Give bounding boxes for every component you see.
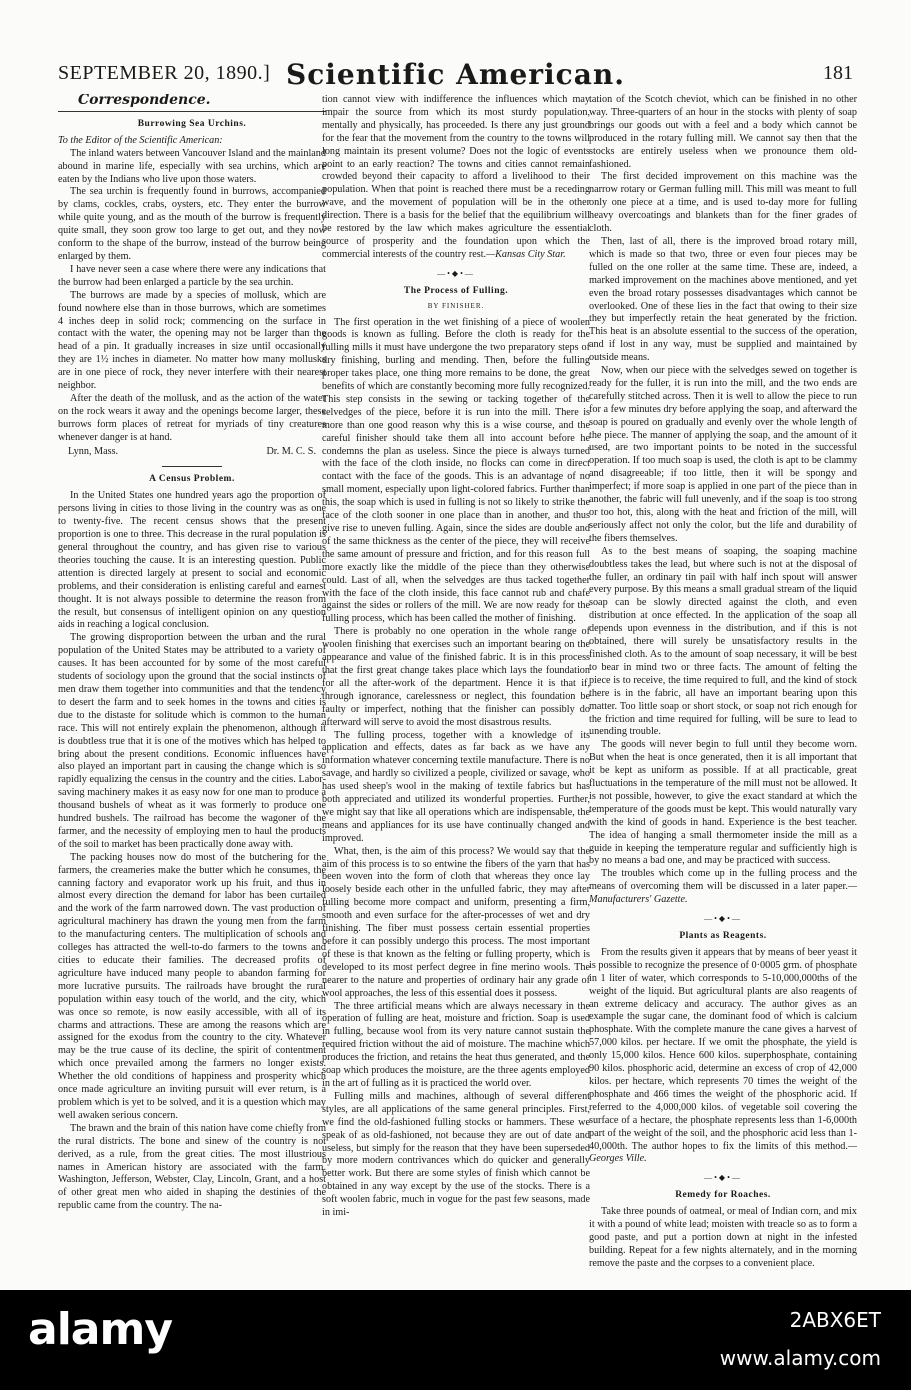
paragraph: The first decided improvement on this machine was the narrow rotary or German fulling mill. This mill was meant to full only one piece at a time, and is used to-day more for fulling heavy overcoatings and blankets than for the finer grades of cloth.: [589, 171, 857, 235]
ornament-divider: —•◆•—: [704, 914, 742, 924]
paragraph: tation of the Scotch cheviot, which can be finished in no other way. Three-quarters of an hour in the stocks with plenty of soap brings our goods out with a feel and a body which cannot be produced in the rotary fulling mill. We cannot say then that the stocks are entirely useless when we pronounce them old-fashioned.: [589, 94, 857, 170]
paragraph-text: The troubles which come up in the fulling process and the means of overcoming them will be discussed in a later paper.: [589, 868, 857, 893]
paragraph: As to the best means of soaping, the soaping machine doubtless takes the lead, but where such is not at the disposal of the fuller, an ordinary tin pail with half inch spout will answer every purpose. By this means a small gradual stream of the liquid soap can be slowly directed against the cloth, and even distribution at once effected. In the application of the soap all depends upon evenness in the distribution, and if this is not obtained, there will surely be unsatisfactory results in the finished cloth. As to the amount of soap necessary, it will be best to bear in mind two or three facts. The amount of felting the piece is to receive, the time required to full, and the kind of stock there is in the fabric, all have an important bearing upon this matter. Too little soap or short stock, or soap not rich enough for the friction and time required for fulling, will be sure to lead to unending trouble.: [589, 545, 857, 738]
paragraph: What, then, is the aim of this process? We would say that the aim of this process is to so entwine the fibers of the yarn that has been woven into the form of cloth that whereas they once lay loosely beside each other in the unfulled fabric, they may after fulling become more compact and uniform, presenting a firm, smooth and even surface for the after-processes of wet and dry finishing. The fiber must possess certain essential properties before it can possibly undergo this process. The most important of these is that known as the felting or fulling property, which is developed to its most perfect degree in fine merino wools. The nearer to the nature and properties of ordinary hair any grade of wool approaches, the less of this essential does it possess.: [322, 845, 590, 999]
masthead-title: Scientific American.: [286, 58, 625, 91]
paragraph: The three artificial means which are always necessary in the operation of fulling are heat, moisture and friction. Soap is used in fulling, because wool from its very nature cannot sustain the required friction without the aid of moisture. The machine which produces the friction, and retains the heat thus generated, and the soap which produces the moisture, are the three agents employed in the art of fulling as it is practiced the world over.: [322, 1000, 590, 1089]
paragraph: There is probably no one operation in the whole range of woolen finishing that exercises such an important bearing on the appearance and value of the finished fabric. It is in this process that the first great change takes place which lays the foundation for all the after-work of the department. Hence it is that if, through ignorance, carelessness or neglect, this foundation be faulty or imperfect, nothing that the finisher can possibly do afterward will serve to avoid the most disastrous results.: [322, 626, 590, 728]
article-title: The Process of Fulling.: [403, 285, 509, 296]
column-2: [322, 94, 590, 1284]
header-date: SEPTEMBER 20, 1890.]: [58, 62, 271, 84]
article-title: Remedy for Roaches.: [675, 1190, 771, 1201]
paragraph: After the death of the mollusk, and as the action of the water on the rock wears it away and the openings become larger, these burrows form places of retreat for myriads of tiny creatures whenever danger is at hand.: [58, 392, 326, 443]
page-number: 181: [823, 62, 853, 84]
paragraph: Then, last of all, there is the improved broad rotary mill, which is made so that two, three or even four pieces may be fulled on the one roller at the same time. These are, indeed, a marked improvement on the machines above mentioned, and yet even the broad rotary possesses disadvantages which cannot be overlooked. One of these lies in the fact that owing to their size they but imperfectly retain the heat generated by the friction. This heat is an absolute essential to the success of the operation, and if lost in any way, must be supplied and maintained by outside means.: [589, 235, 857, 364]
paragraph: [322, 94, 590, 262]
paragraph: The sea urchin is frequently found in burrows, accompanied by clams, cockles, crabs, oysters, etc. They enter the burrow while quite young, and as the mouth of the burrow is frequently quite small, they soon grow too large to get out, and they now conform to the shape of the burrow, instead of the burrow being enlarged by them.: [58, 186, 326, 262]
article-title: Burrowing Sea Urchins.: [137, 118, 247, 129]
paragraph: Take three pounds of oatmeal, or meal of Indian corn, and mix it with a pound of white lead; moisten with treacle so as to form a good paste, and put a portion down at night in the infested building. Repeat for a few nights alternately, and in the morning remove the paste and the corpses to a convenient place.: [589, 1206, 857, 1269]
paragraph: The packing houses now do most of the butchering for the farmers, the creameries make the butter which he consumes, the canning factory and evaporator work up his fruit, and thus in almost every direction the demand for labor has been curtailed and the work of the farm narrowed down. The vast production of agricultural machinery has drawn the young men from the farm to the manufacturing centers. The multiplication of schools and colleges has attracted the well-to-do farmers to the towns and cities to educate their families. The decreased profits of agriculture have induced many people to abandon farming for more lucrative pursuits. The railroads have brought the rural population within easy touch of the world, and the city, which was once so remote, is now easily accessible, with all of its charms and attractions. These are among the reasons which are assigned for the exodus from the country to the city. Whatever may be the true cause of its decline, the spirit of contentment which once prevailed among the farmers no longer exists. Whether the old conditions of happiness and prosperity which once made agriculture an inviting pursuit will ever return, is a problem which is yet to be solved, and it is a question which may well awaken serious concern.: [58, 851, 326, 1121]
signature-line: [58, 446, 326, 459]
paragraph: In the United States one hundred years ago the proportion of persons living in cities to those living in the country was as one to twenty-five. The recent census shows that the present proportion is one to three. This decrease in the rural population is general throughout the country, and has given rise to various theories touching the cause. It is an interesting question. Public attention is directed largely at present to social and economic problems, and their consideration is enlisting careful and earnest thought. It is not always possible to determine the reason from the result, but consensus of intelligent opinion on any question aids in reaching a logical conclusion.: [58, 490, 326, 631]
paragraph: The brawn and the brain of this nation have come chiefly from the rural districts. The bone and sinew of the country is not derived, as a rule, from the great cities. The most illustrious names in American history are associated with the farm. Washington, Jefferson, Webster, Clay, Lincoln, Grant, and a host of other great men who aided in shaping the destinies of the republic came from the country. The na-: [58, 1122, 326, 1212]
paragraph: The fulling process, together with a knowledge of its application and effects, dates as far back as we have any information whatever concerning textile manufacture. There is no savage, and hardly so civilized a people, civilized or savage, who has used sheep's wool in the making of textile fabrics but has both appreciated and utilized its wonderful properties. Further, we might say that like all operations which are indispensable, the means and appliances for its use have continually changed and improved.: [322, 729, 590, 844]
paragraph: The inland waters between Vancouver Island and the mainland abound in marine life, especially with sea urchins, which are eaten by the Indians who live upon those waters.: [58, 147, 326, 185]
paragraph: Fulling mills and machines, although of several different styles, are all applications of the same general principles. First, we find the old-fashioned fulling stocks or hammers. These we speak of as old-fashioned, not because they are out of date and useless, but simply for the reason that they have been superseded by more modern contrivances which do quicker and generally better work. But there are some styles of finish which cannot be obtained in any way except by the use of the stocks. There is a soft woolen fabric, much in vogue for the past few seasons, made in imi-: [322, 1090, 590, 1219]
paragraph: Now, when our piece with the selvedges sewed on together is ready for the fuller, it is run into the mill, and the two ends are carefully stitched across. Then it is well to allow the piece to run for a few minutes dry before applying the soap, and afterward the soap is poured on gradually and evenly over the whole length of the piece. The manner of applying the soap, and the amount of it used, are two important points to be noted in the successful operation. If too much soap is used, the cloth is apt to be clammy and disagreeable; if too little, then it will be spongy and imperfect; if more soap is applied in one part of the piece than in another, the fabric will full unevenly, and if the soap is too strong or too hot, this, along with the heat and friction of the mill, will seriously affect not only the color, but the life and durability of the fibers themselves.: [589, 365, 857, 544]
column-1: [58, 94, 326, 1284]
image-id: 2ABX6ET: [789, 1308, 881, 1332]
watermark-banner: [0, 1290, 911, 1390]
article-title: A Census Problem.: [149, 474, 235, 485]
column-3: [589, 94, 857, 1284]
divider: [162, 466, 222, 467]
signature-place: Lynn, Mass.: [68, 445, 119, 457]
ornament-divider: —•◆•—: [704, 1173, 742, 1183]
salutation: To the Editor of the Scientific American:: [58, 134, 223, 146]
source-credit: —Kansas City Star.: [486, 248, 566, 260]
paragraph: The growing disproportion between the urban and the rural population of the United States may be attributed to a variety of causes. It has been accounted for by some of the most careful students of sociology upon the ground that the social instincts of men draw them together into communities and that the tendency to desert the farm and to seek homes in the towns and cities is due to the distaste for solitude which is common to the human race. This will not entirely explain the phenomenon, although it is doubtless true that it is one of the motives which has helped to bring about the present conditions. Economic influences have also played an important part in causing the change which is so rapidly equalizing the census in the country and the cities. Labor-saving machinery makes it as easy now for one man to produce a thousand bushels of wheat as it was formerly to produce one hundred bushels. The railroad has become the wagoner of the farmer, and the necessity of employing men to haul the products of the soil to market has been practically done away with.: [58, 632, 326, 850]
section-heading: Correspondence.: [78, 94, 211, 108]
watermark-logo: alamy: [28, 1304, 172, 1355]
signature-author: Dr. M. C. S.: [266, 445, 316, 457]
paragraph: [589, 868, 857, 907]
paragraph-text: From the results given it appears that by means of beer yeast it is possible to recognize the presence of 0·0005 grm. of phosphate in 1 liter of water, which corresponds to 5-10,000,000ths of the weight of the liquid. But agricultural plants are also reagents of an extreme delicacy and accuracy. The author gives as an example the sugar cane, the dominant food of which is calcium phosphate. With the complete manure the cane gives a harvest of 57,000 kilos. per hectare. If we omit the phosphate, the yield is only 15,000 kilos. Hence 600 kilos. superphosphate, containing 90 kilos. phosphoric acid, determine an excess of crop of 42,000 kilos. per hectare, which represents 70 times the weight of the phosphate and 466 times the weight of the phosphoric acid. If referred to the 4,000,000 kilos. of vegetable soil covering the surface of a hectare, the phosphate represents less than 1-6,000th part of the weight of the soil, and the phosphoric acid less than 1-40,000th. The author hopes to fix the limits of this method.: [589, 946, 857, 1152]
paragraph: [589, 947, 857, 1166]
paragraph: The goods will never begin to full until they become worn. But when the heat is once generated, then it is all important that it be kept as uniform as possible. If at all practicable, great fluctuations in the temperature of the mill must not be allowed. It is not possible, however, to give the exact standard at which the temperature of the goods must be kept. This would naturally vary with the kind of goods in hand. Experience is the best teacher. The idea of hanging a small thermometer inside the mill as a guide in keeping the temperature regular and sufficiently high is by no means a bad one, and may be practiced with success.: [589, 739, 857, 867]
source-credit: —Georges Ville.: [589, 1140, 857, 1165]
continued-text: tion cannot view with indifference the influences which may impair the source from which its most sturdy population, mentally and physically, has proceeded. Is there any just ground for the fear that the movement from the country to the towns will long maintain its present volume? Does not the logic of events point to an early reaction? The towns and cities cannot remain crowded beyond their capacity to afford a livelihood to their population. When that point is reached there must be a receding wave, and the movement of population will be in the other direction. There is a basis for the belief that the equilibrium will be restored by the law which makes agriculture the essential source of prosperity and the foundation upon which the commercial interests of the country rest.: [322, 94, 590, 260]
paragraph: The burrows are made by a species of mollusk, which are found nowhere else than in those burrows, which are sometimes 4 inches deep in solid rock; commencing on the surface in contact with the water, the opening may not be larger than the head of a pin. It gradually increases in size until occasionally they are 1½ inches in diameter. No matter how many mollusks are in one piece of rock, they never interfere with their nearest neighbor.: [58, 289, 326, 392]
source-credit: —Manufacturers' Gazette.: [589, 881, 857, 906]
site-url: www.alamy.com: [719, 1346, 881, 1370]
byline: BY FINISHER.: [427, 301, 485, 310]
ornament-divider: —•◆•—: [437, 268, 475, 278]
paragraph: The first operation in the wet finishing of a piece of woolen goods is known as fulling. Before the cloth is ready for the fulling mills it must have undergone the two preparatory steps of dry finishing, burling and mending. Then, before the fulling proper takes place, one thing more remains to be done, the great benefits of which are constantly becoming more fully recognized. This step consists in the sewing or tacking together of the selvedges of the piece, before it is run into the mill. There is more than one good reason why this is a wise course, and the careful finisher should take them all into account before he condemns the plan as useless. Since the piece is always turned with the face of the cloth inside, no flocks can come in direct contact with the face of the goods. This is an advantage of no small moment, especially upon light-colored fabrics. Further than this, the soap which is used in fulling is not so likely to strike the face of the cloth sooner in one place than in another, and thus give rise to uneven fulling. Again, since the sides are double and of the same thickness as the center of the piece, they will receive the same amount of pressure and friction, and for this reason full more exactly like the middle of the piece than they otherwise could. Last of all, when the selvedges are thus tacked together with the face of the cloth inside, this face cannot rub and chafe against the sides or rollers of the mill. We are now ready for the fulling process, which has been called the mother of finishing.: [322, 316, 590, 625]
section-rule: [58, 111, 326, 112]
paragraph: I have never seen a case where there were any indications that the burrow had been enlarged a particle by the sea urchin.: [58, 263, 326, 288]
article-title: Plants as Reagents.: [679, 931, 767, 941]
